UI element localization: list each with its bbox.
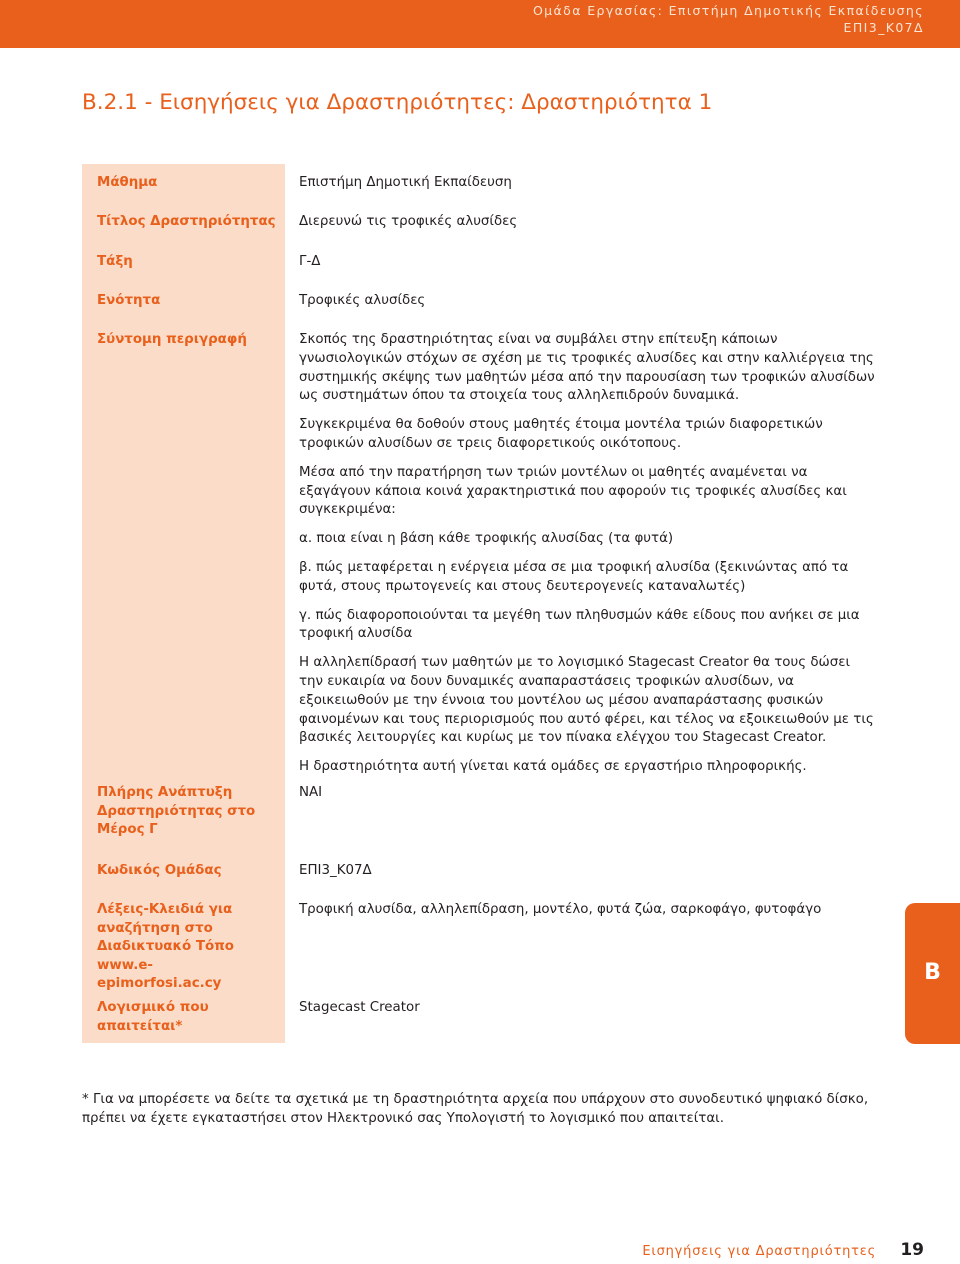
page-number: 19 — [900, 1240, 924, 1260]
chapter-tab-letter: B — [924, 960, 941, 985]
section-title: Β.2.1 - Εισηγήσεις για Δραστηριότητες: Δραστηριότητα 1 — [82, 90, 713, 115]
value-software: Stagecast Creator — [299, 1000, 420, 1015]
description-paragraph: α. ποια είναι η βάση κάθε τροφικής αλυσίδας (τα φυτά) — [299, 531, 674, 547]
description-paragraph: Μέσα από την παρατήρηση των τριών μοντέλων οι μαθητές αναμένεται να εξαγάγουν κάποια κοινά χαρακτηριστικά που αφορούν τις τροφικές αλυσίδες και συγκεκριμένα: — [299, 464, 847, 518]
header-group-title: Ομάδα Εργασίας: Επιστήμη Δημοτικής Εκπαίδευσης — [532, 3, 924, 18]
value-unit: Τροφικές αλυσίδες — [299, 293, 426, 308]
description-paragraph: Η δραστηριότητα αυτή γίνεται κατά ομάδες σε εργαστήριο πληροφορικής. — [299, 759, 807, 775]
label-software: Λογισμικό που απαιτείται* — [97, 1000, 209, 1034]
value-activity-title: Διερευνώ τις τροφικές αλυσίδες — [299, 214, 518, 229]
label-group-code: Κωδικός Ομάδας — [97, 863, 222, 878]
footnote: * Για να μπορέσετε να δείτε τα σχετικά με τη δραστηριότητα αρχεία που υπάρχουν στο συνοδευτικό ψηφιακό δίσκο, πρέπει να έχετε εγκαταστήσει στον Ηλεκτρονικό σας Υπολογιστή το λογισμικό που απαιτείται. — [82, 1092, 869, 1126]
label-keywords: Λέξεις-Κλειδιά για αναζήτηση στο Διαδικτυακό Τόπο www.e-epimorfosi.ac.cy — [97, 902, 234, 991]
header-bar — [0, 0, 960, 48]
value-description — [299, 331, 877, 777]
value-grade: Γ-Δ — [299, 254, 321, 269]
label-full-development: Πλήρης Ανάπτυξη Δραστηριότητας στο Μέρος Γ — [97, 785, 256, 837]
header-group-code: ΕΠΙ3_Κ07Δ — [843, 20, 924, 35]
value-keywords: Τροφική αλυσίδα, αλληλεπίδραση, μοντέλο, φυτά ζώα, σαρκοφάγο, φυτοφάγο — [299, 902, 822, 917]
description-paragraph: Συγκεκριμένα θα δοθούν στους μαθητές έτοιμα μοντέλα τριών διαφορετικών τροφικών αλυσίδων σε τρεις διαφορετικούς οικότοπους. — [299, 417, 823, 451]
value-full-development: ΝΑΙ — [299, 785, 323, 800]
label-activity-title: Τίτλος Δραστηριότητας — [97, 214, 276, 229]
description-paragraph: β. πώς μεταφέρεται η ενέργεια μέσα σε μια τροφική αλυσίδα (ξεκινώντας από τα φυτά, στους πρωτογενείς και στους δευτερογενείς καταναλωτές) — [299, 559, 849, 594]
value-course: Επιστήμη Δημοτική Εκπαίδευση — [299, 175, 512, 190]
description-paragraph: γ. πώς διαφοροποιούνται τα μεγέθη των πληθυσμών κάθε είδους που ανήκει σε μια τροφική αλυσίδα — [299, 607, 860, 642]
chapter-tab — [905, 903, 960, 1044]
label-course: Μάθημα — [97, 175, 158, 190]
value-group-code: ΕΠΙ3_Κ07Δ — [299, 863, 372, 878]
label-description: Σύντομη περιγραφή — [97, 332, 247, 347]
label-unit: Ενότητα — [97, 293, 161, 308]
footer-label: Εισηγήσεις για Δραστηριότητες — [642, 1244, 876, 1259]
description-paragraph: Σκοπός της δραστηριότητας είναι να συμβάλει στην επίτευξη κάποιων γνωσιολογικών στόχων σε σχέση με τις τροφικές αλυσίδες και στην καλλιέργεια της συστημικής σκέψης των μαθητών μέσα από την παρουσίαση των τροφικών αλυσίδων ως συστημάτων όπου τα στοιχεία τους αλληλεπιδρούν δυναμικά. — [299, 332, 875, 404]
description-paragraph: Η αλληλεπίδρασή των μαθητών με το λογισμικό Stagecast Creator θα τους δώσει την ευκαιρία να δουν δυναμικές αναπαραστάσεις τροφικών αλυσίδων, να εξοικειωθούν με την έννοια του μοντέλου ως μέσου αναπαράστασης φυσικών φαινομένων και τους περιορισμούς που αυτό φέρει, και τέλος να εξοικειωθούν με τις βασικές λειτουργίες και κυρίως με τον πίνακα ελέγχου του Stagecast Creator. — [299, 655, 874, 746]
label-grade: Τάξη — [97, 254, 133, 269]
